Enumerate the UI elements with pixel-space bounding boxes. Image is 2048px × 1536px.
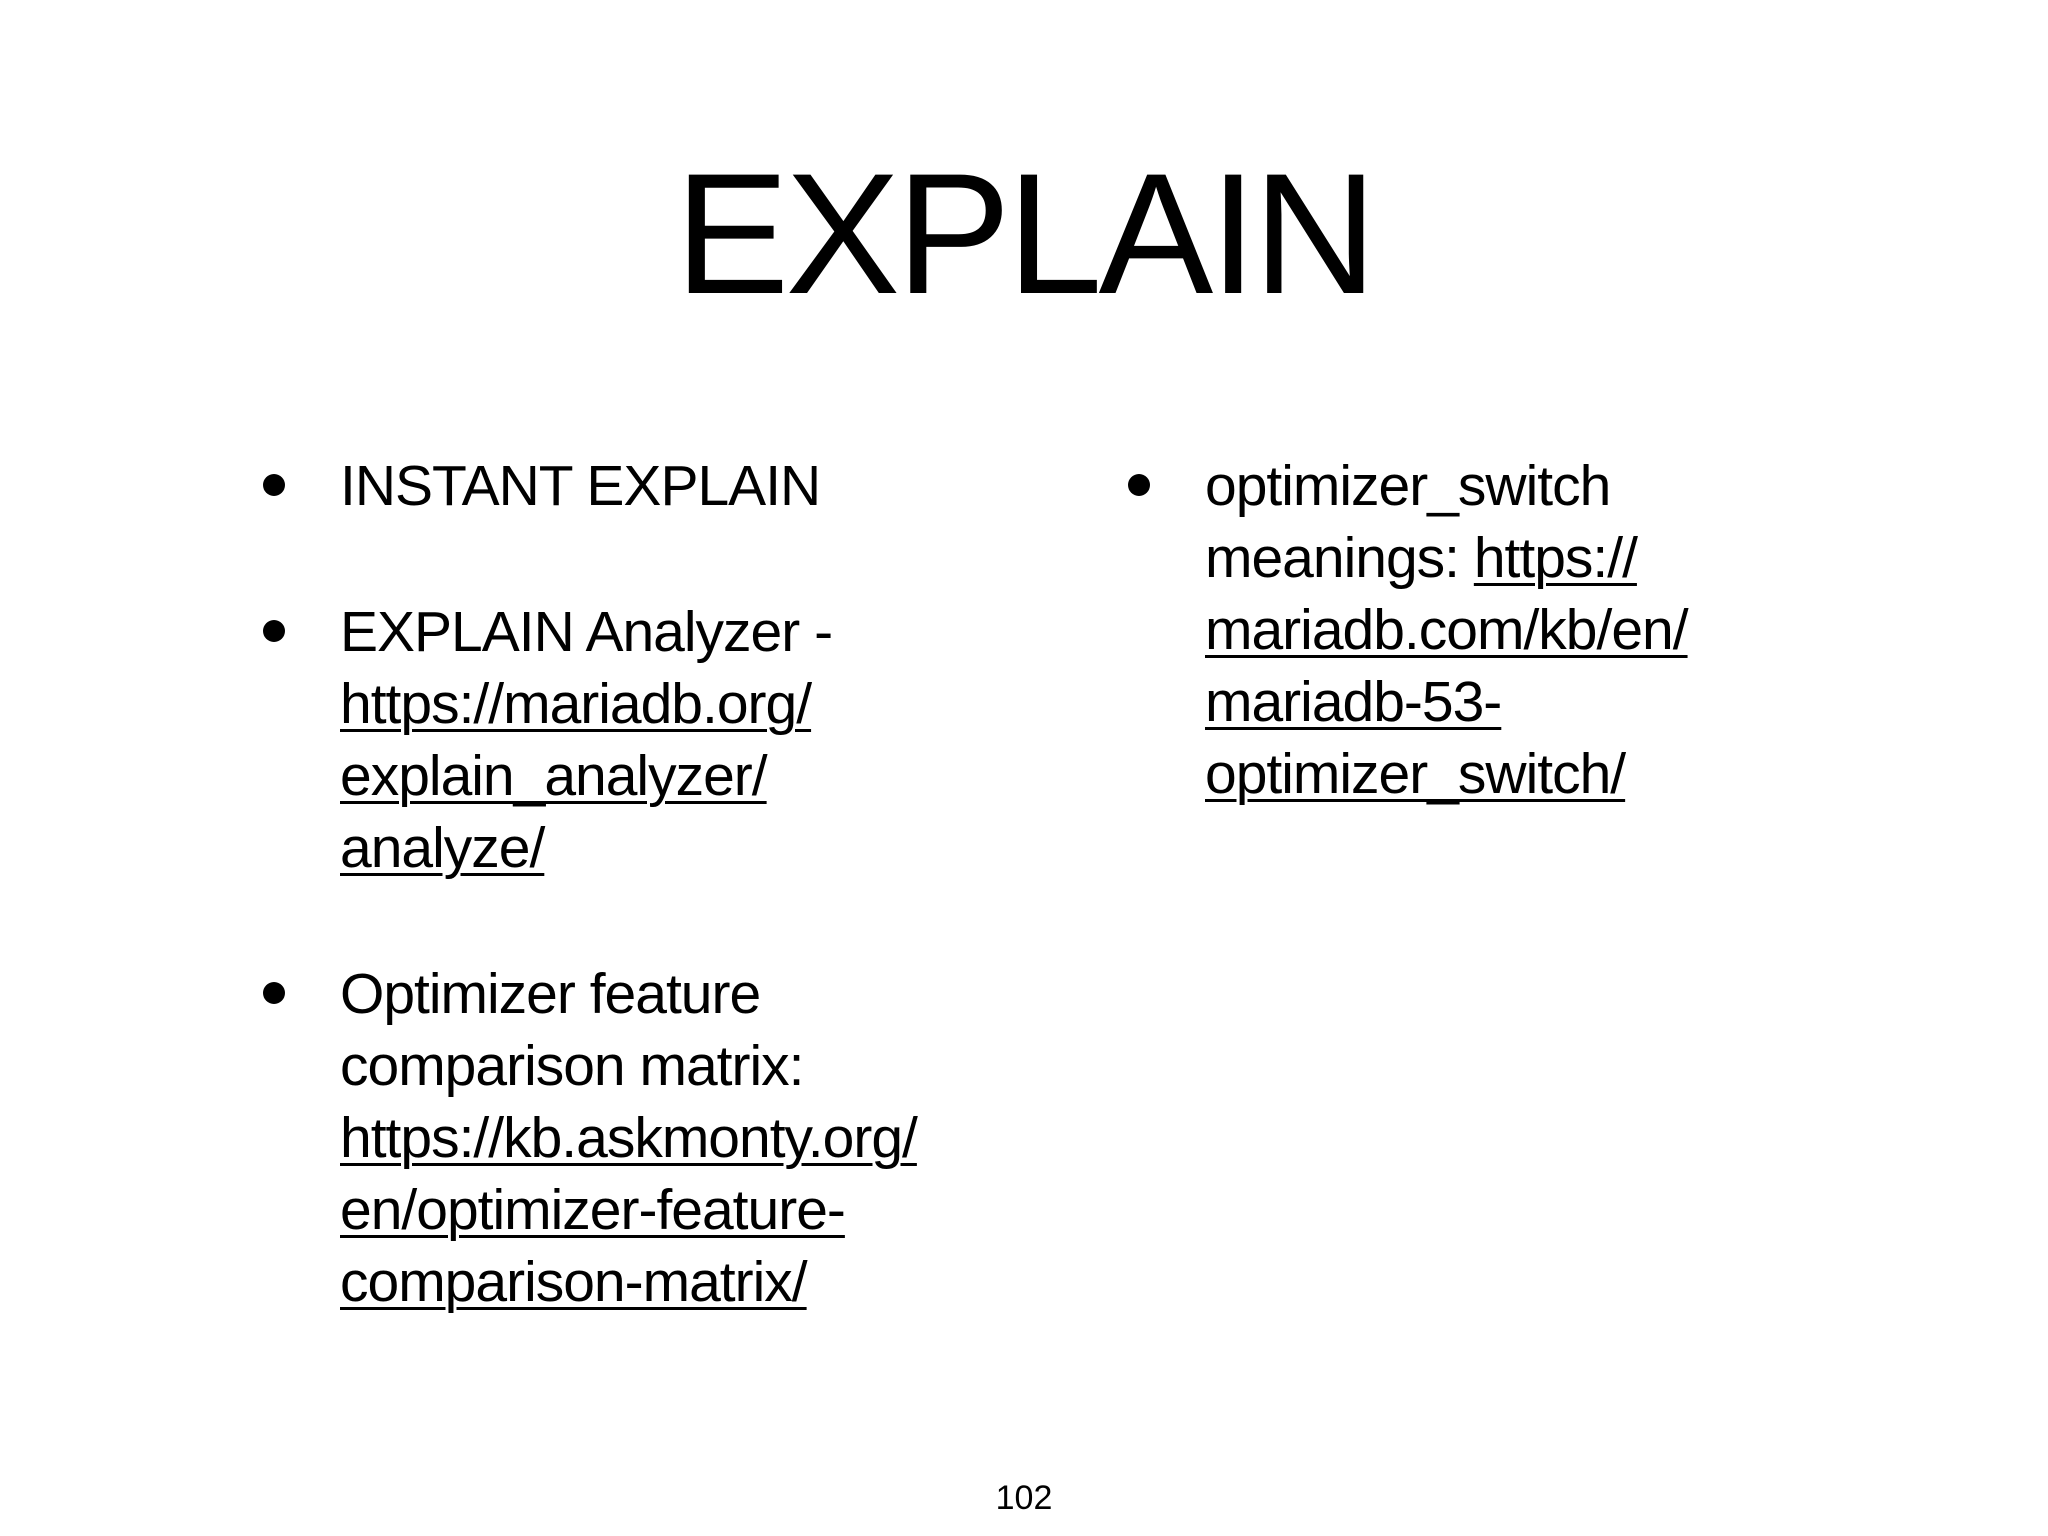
- bullet-dot-icon: [263, 982, 285, 1004]
- left-bullet-list: [263, 450, 1003, 1392]
- bullet-explain-analyzer: [263, 596, 1003, 884]
- bullet-text: comparison matrix:: [340, 1034, 804, 1098]
- bullet-dot-icon: [263, 620, 285, 642]
- link-line: comparison-matrix/: [340, 1250, 807, 1314]
- link-line: en/optimizer-feature-: [340, 1178, 845, 1242]
- bullet-dot-icon: [1128, 474, 1150, 496]
- optimizer-switch-link[interactable]: [1205, 594, 1828, 810]
- bullet-optimizer-switch: [1128, 450, 1828, 810]
- bullet-instant-explain: [263, 450, 1003, 522]
- slide-title: EXPLAIN: [674, 138, 1374, 330]
- link-line: analyze/: [340, 816, 545, 880]
- bullet-text: INSTANT EXPLAIN: [340, 454, 821, 518]
- bullet-text: meanings:: [1205, 526, 1474, 590]
- bullet-optimizer-feature-matrix: [263, 958, 1003, 1318]
- optimizer-feature-matrix-link[interactable]: [340, 1102, 1003, 1318]
- optimizer-switch-link-start[interactable]: https://: [1473, 526, 1637, 590]
- right-bullet-list: [1128, 450, 1828, 884]
- bullet-text: EXPLAIN Analyzer -: [340, 600, 833, 664]
- explain-analyzer-link[interactable]: [340, 668, 1003, 884]
- bullet-dot-icon: [263, 474, 285, 496]
- bullet-text-with-link: [1205, 522, 1828, 594]
- bullet-text: Optimizer feature: [340, 962, 761, 1026]
- link-line: https://mariadb.org/: [340, 672, 812, 736]
- link-line: optimizer_switch/: [1205, 742, 1626, 806]
- link-line: explain_analyzer/: [340, 744, 767, 808]
- link-line: mariadb.com/kb/en/: [1205, 598, 1688, 662]
- link-line: https://kb.askmonty.org/: [340, 1106, 917, 1170]
- link-line: mariadb-53-: [1205, 670, 1502, 734]
- page-number: 102: [995, 1479, 1053, 1517]
- bullet-text: optimizer_switch: [1205, 454, 1611, 518]
